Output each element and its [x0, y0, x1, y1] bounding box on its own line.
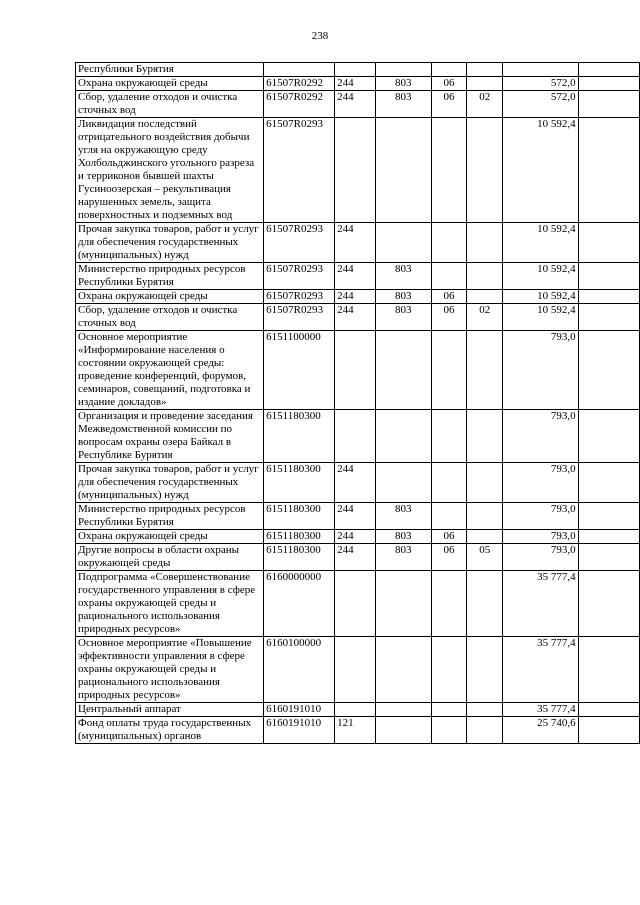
cell-empty [578, 703, 639, 717]
cell-expense-type [335, 331, 376, 410]
cell-admin-code [375, 331, 431, 410]
cell-target-code: 6160191010 [264, 717, 335, 744]
cell-section: 06 [431, 544, 467, 571]
cell-expense-type [335, 63, 376, 77]
cell-empty [578, 571, 639, 637]
cell-admin-code [375, 223, 431, 263]
cell-target-code: 6151180300 [264, 463, 335, 503]
cell-empty [578, 263, 639, 290]
cell-empty [578, 223, 639, 263]
cell-name: Министерство природных ресурсов Республики Бурятия [76, 503, 264, 530]
cell-amount: 10 592,4 [503, 263, 579, 290]
cell-name: Охрана окружающей среды [76, 77, 264, 91]
cell-section [431, 263, 467, 290]
cell-amount: 793,0 [503, 331, 579, 410]
cell-subsection: 05 [467, 544, 503, 571]
cell-name: Подпрограмма «Совершенствование государственного управления в сфере охраны окружающей среды и рационального использования природных ресурсов» [76, 571, 264, 637]
table-row [76, 223, 640, 263]
cell-admin-code: 803 [375, 290, 431, 304]
cell-amount: 572,0 [503, 91, 579, 118]
cell-expense-type: 244 [335, 223, 376, 263]
cell-empty [578, 530, 639, 544]
cell-amount: 25 740,6 [503, 717, 579, 744]
table-row [76, 77, 640, 91]
cell-admin-code: 803 [375, 503, 431, 530]
cell-admin-code: 803 [375, 304, 431, 331]
cell-subsection [467, 463, 503, 503]
cell-admin-code [375, 63, 431, 77]
cell-empty [578, 77, 639, 91]
cell-admin-code: 803 [375, 530, 431, 544]
cell-amount: 10 592,4 [503, 223, 579, 263]
cell-admin-code: 803 [375, 263, 431, 290]
cell-amount: 35 777,4 [503, 703, 579, 717]
cell-amount: 793,0 [503, 463, 579, 503]
cell-subsection: 02 [467, 91, 503, 118]
cell-subsection [467, 77, 503, 91]
cell-section [431, 410, 467, 463]
cell-target-code: 61507R0293 [264, 223, 335, 263]
table-row [76, 503, 640, 530]
cell-section [431, 331, 467, 410]
cell-name: Организация и проведение заседания Межведомственной комиссии по вопросам охраны озера Байкал в Республике Бурятия [76, 410, 264, 463]
cell-admin-code [375, 410, 431, 463]
cell-section [431, 63, 467, 77]
cell-subsection: 02 [467, 304, 503, 331]
cell-subsection [467, 63, 503, 77]
cell-target-code: 6160191010 [264, 703, 335, 717]
cell-target-code: 61507R0293 [264, 263, 335, 290]
cell-admin-code: 803 [375, 91, 431, 118]
cell-target-code: 6160000000 [264, 571, 335, 637]
table-row [76, 703, 640, 717]
cell-expense-type: 244 [335, 544, 376, 571]
cell-amount: 35 777,4 [503, 571, 579, 637]
cell-target-code: 6151100000 [264, 331, 335, 410]
cell-target-code: 6151180300 [264, 503, 335, 530]
cell-section [431, 571, 467, 637]
cell-name: Сбор, удаление отходов и очистка сточных вод [76, 91, 264, 118]
cell-target-code: 6151180300 [264, 544, 335, 571]
cell-section [431, 503, 467, 530]
cell-name: Фонд оплаты труда государственных (муниципальных) органов [76, 717, 264, 744]
cell-amount: 793,0 [503, 530, 579, 544]
cell-amount: 793,0 [503, 503, 579, 530]
cell-name: Охрана окружающей среды [76, 530, 264, 544]
budget-table [75, 62, 640, 744]
cell-empty [578, 118, 639, 223]
cell-section [431, 118, 467, 223]
cell-subsection [467, 637, 503, 703]
cell-expense-type: 244 [335, 463, 376, 503]
cell-empty [578, 91, 639, 118]
cell-admin-code: 803 [375, 77, 431, 91]
cell-amount: 10 592,4 [503, 304, 579, 331]
cell-expense-type: 244 [335, 304, 376, 331]
cell-name: Министерство природных ресурсов Республики Бурятия [76, 263, 264, 290]
cell-empty [578, 463, 639, 503]
cell-target-code: 61507R0293 [264, 290, 335, 304]
budget-table-body [76, 63, 640, 744]
cell-empty [578, 544, 639, 571]
cell-amount: 10 592,4 [503, 290, 579, 304]
cell-expense-type: 244 [335, 77, 376, 91]
cell-amount [503, 63, 579, 77]
cell-expense-type: 244 [335, 290, 376, 304]
cell-empty [578, 290, 639, 304]
cell-name: Ликвидация последствий отрицательного воздействия добычи угля на окружающую среду Холбольджинского угольного разреза и терриконов бывшей шахты Гусиноозерская – рекультивация нарушенных земель, защита поверхностных и подземных вод [76, 118, 264, 223]
cell-amount: 35 777,4 [503, 637, 579, 703]
cell-admin-code [375, 717, 431, 744]
table-row [76, 637, 640, 703]
cell-target-code: 6151180300 [264, 530, 335, 544]
table-row [76, 544, 640, 571]
cell-expense-type [335, 571, 376, 637]
cell-subsection [467, 331, 503, 410]
table-row [76, 91, 640, 118]
table-row [76, 304, 640, 331]
page-number: 238 [311, 30, 329, 42]
cell-empty [578, 304, 639, 331]
table-row [76, 263, 640, 290]
cell-target-code: 61507R0292 [264, 77, 335, 91]
cell-name: Охрана окружающей среды [76, 290, 264, 304]
cell-subsection [467, 410, 503, 463]
cell-target-code: 61507R0293 [264, 304, 335, 331]
cell-admin-code [375, 703, 431, 717]
cell-empty [578, 637, 639, 703]
cell-target-code: 61507R0292 [264, 91, 335, 118]
cell-admin-code: 803 [375, 544, 431, 571]
table-row [76, 571, 640, 637]
cell-amount: 10 592,4 [503, 118, 579, 223]
table-row [76, 331, 640, 410]
cell-name: Республики Бурятия [76, 63, 264, 77]
cell-admin-code [375, 571, 431, 637]
cell-subsection [467, 530, 503, 544]
cell-subsection [467, 223, 503, 263]
cell-admin-code [375, 463, 431, 503]
cell-name: Прочая закупка товаров, работ и услуг для обеспечения государственных (муниципальных) нужд [76, 223, 264, 263]
table-row [76, 530, 640, 544]
cell-amount: 793,0 [503, 410, 579, 463]
cell-expense-type: 244 [335, 503, 376, 530]
cell-expense-type [335, 410, 376, 463]
cell-section [431, 223, 467, 263]
cell-amount: 572,0 [503, 77, 579, 91]
cell-section: 06 [431, 530, 467, 544]
cell-name: Прочая закупка товаров, работ и услуг для обеспечения государственных (муниципальных) нужд [76, 463, 264, 503]
cell-target-code [264, 63, 335, 77]
cell-section [431, 717, 467, 744]
table-row [76, 63, 640, 77]
cell-target-code: 6151180300 [264, 410, 335, 463]
cell-name: Основное мероприятие «Информирование населения о состоянии окружающей среды: проведение конференций, форумов, семинаров, совещаний, подготовка и издание докладов» [76, 331, 264, 410]
cell-admin-code [375, 637, 431, 703]
table-row [76, 717, 640, 744]
cell-name: Сбор, удаление отходов и очистка сточных вод [76, 304, 264, 331]
cell-subsection [467, 290, 503, 304]
cell-expense-type [335, 703, 376, 717]
cell-section [431, 703, 467, 717]
cell-empty [578, 331, 639, 410]
cell-expense-type [335, 637, 376, 703]
cell-subsection [467, 703, 503, 717]
cell-expense-type: 244 [335, 91, 376, 118]
cell-section: 06 [431, 304, 467, 331]
cell-section: 06 [431, 77, 467, 91]
cell-amount: 793,0 [503, 544, 579, 571]
cell-name: Основное мероприятие «Повышение эффективности управления в сфере охраны окружающей среды и рационального использования природных ресурсов» [76, 637, 264, 703]
table-row [76, 118, 640, 223]
cell-subsection [467, 503, 503, 530]
cell-empty [578, 410, 639, 463]
table-row [76, 290, 640, 304]
cell-subsection [467, 717, 503, 744]
cell-empty [578, 717, 639, 744]
cell-expense-type: 244 [335, 263, 376, 290]
cell-expense-type [335, 118, 376, 223]
cell-empty [578, 63, 639, 77]
cell-target-code: 6160100000 [264, 637, 335, 703]
cell-empty [578, 503, 639, 530]
table-row [76, 463, 640, 503]
cell-expense-type: 244 [335, 530, 376, 544]
table-row [76, 410, 640, 463]
cell-subsection [467, 118, 503, 223]
cell-admin-code [375, 118, 431, 223]
cell-target-code: 61507R0293 [264, 118, 335, 223]
cell-expense-type: 121 [335, 717, 376, 744]
cell-section: 06 [431, 91, 467, 118]
cell-name: Центральный аппарат [76, 703, 264, 717]
cell-section [431, 637, 467, 703]
cell-name: Другие вопросы в области охраны окружающей среды [76, 544, 264, 571]
cell-subsection [467, 571, 503, 637]
cell-section: 06 [431, 290, 467, 304]
cell-section [431, 463, 467, 503]
cell-subsection [467, 263, 503, 290]
